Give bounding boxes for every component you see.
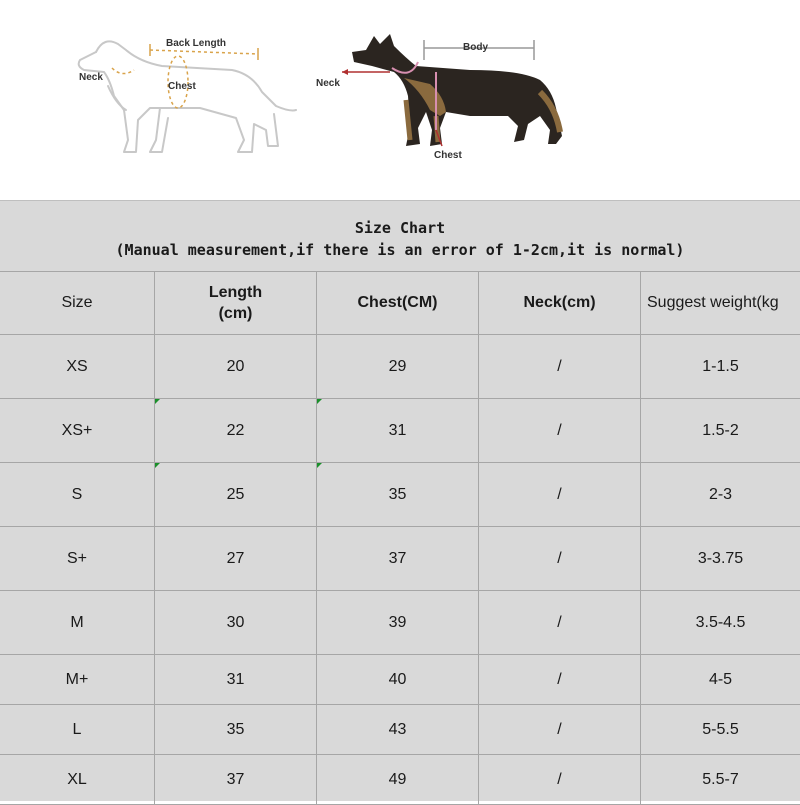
cell-weight: 5-5.5 (641, 705, 800, 755)
label-chest-left: Chest (168, 81, 196, 92)
cell-chest: 31 (317, 399, 479, 463)
cell-weight: 1-1.5 (641, 335, 800, 399)
cell-size: S+ (0, 527, 155, 591)
cell-neck: / (479, 705, 641, 755)
cell-neck: / (479, 335, 641, 399)
cell-weight: 5.5-7 (641, 755, 800, 805)
cell-neck: / (479, 755, 641, 805)
cell-length: 25 (155, 463, 317, 527)
header-neck: Neck(cm) (479, 271, 641, 335)
cell-neck: / (479, 463, 641, 527)
cell-length: 30 (155, 591, 317, 655)
header-length: Length (cm) (155, 271, 317, 335)
cell-size: XL (0, 755, 155, 805)
cell-length: 31 (155, 655, 317, 705)
cell-size: L (0, 705, 155, 755)
cell-weight: 3-3.75 (641, 527, 800, 591)
cell-weight: 1.5-2 (641, 399, 800, 463)
german-shepherd-photo (352, 34, 562, 146)
label-neck-right: Neck (316, 78, 340, 89)
cell-neck: / (479, 399, 641, 463)
cell-chest: 40 (317, 655, 479, 705)
size-chart-title: Size Chart (354, 219, 446, 237)
size-chart-subtitle: (Manual measurement,if there is an error of 1-2cm,it is normal) (115, 241, 685, 259)
cell-marker (317, 463, 322, 468)
cell-length: 35 (155, 705, 317, 755)
cell-weight: 2-3 (641, 463, 800, 527)
header-chest: Chest(CM) (317, 271, 479, 335)
header-suggest-weight: Suggest weight(kg (641, 271, 800, 335)
cell-chest: 37 (317, 527, 479, 591)
label-back-length: Back Length (166, 38, 227, 49)
cell-marker (155, 399, 160, 404)
cell-size: XS+ (0, 399, 155, 463)
measurement-illustration (0, 0, 800, 200)
cell-marker (155, 463, 160, 468)
cell-neck: / (479, 591, 641, 655)
cell-length: 20 (155, 335, 317, 399)
cell-size: M (0, 591, 155, 655)
cell-chest: 49 (317, 755, 479, 805)
cell-size: XS (0, 335, 155, 399)
size-chart-title-block (0, 201, 800, 272)
left-measure-marks (112, 44, 258, 108)
cell-neck: / (479, 527, 641, 591)
dog-outline-drawing (79, 41, 296, 152)
cell-weight: 4-5 (641, 655, 800, 705)
cell-weight: 3.5-4.5 (641, 591, 800, 655)
label-body: Body (463, 42, 488, 53)
cell-chest: 29 (317, 335, 479, 399)
cell-chest: 39 (317, 591, 479, 655)
cell-size: M+ (0, 655, 155, 705)
dog-diagrams (0, 0, 800, 200)
label-chest-right: Chest (434, 150, 462, 161)
cell-length: 37 (155, 755, 317, 805)
cell-length: 22 (155, 399, 317, 463)
header-size: Size (0, 271, 155, 335)
cell-neck: / (479, 655, 641, 705)
label-neck-left: Neck (79, 72, 103, 83)
cell-size: S (0, 463, 155, 527)
cell-chest: 43 (317, 705, 479, 755)
cell-chest: 35 (317, 463, 479, 527)
cell-length: 27 (155, 527, 317, 591)
cell-marker (317, 399, 322, 404)
size-chart-table (0, 200, 800, 801)
